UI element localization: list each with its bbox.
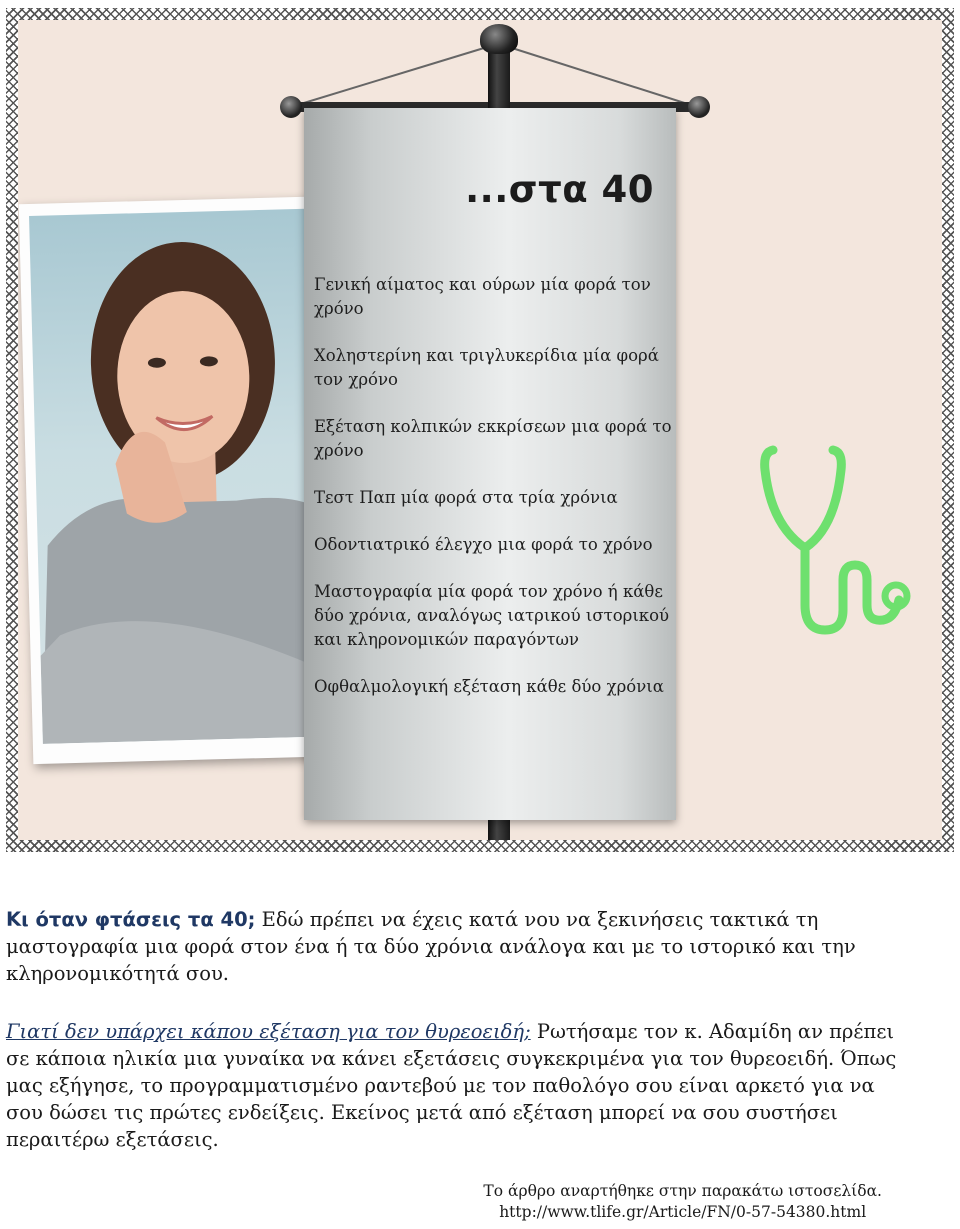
list-item: Χοληστερίνη και τριγλυκερίδια μία φορά τον χρόνο	[314, 346, 659, 389]
stethoscope-chestpiece-icon	[878, 578, 914, 614]
woman-illustration	[29, 208, 343, 744]
infographic-canvas	[18, 20, 942, 840]
paragraph-text: Εδώ πρέπει να έχεις κατά νου να ξεκινήσεις τακτικά τη μαστογραφία μια φορά στον ένα ή τα δύο χρόνια ανάλογα και με το ιστορικό και την κληρονομικότητά σου.	[6, 908, 856, 985]
infographic	[6, 8, 954, 852]
article-paragraph-1	[6, 906, 906, 987]
banner-title: ...στα 40	[465, 168, 654, 211]
list-item: Εξέταση κολπικών εκκρίσεων μια φορά το χρόνο	[314, 417, 672, 460]
list-item: Γενική αίματος και ούρων μία φορά τον χρόνο	[314, 275, 651, 318]
source-caption: Το άρθρο αναρτήθηκε στην παρακάτω ιστοσελίδα.	[483, 1182, 882, 1200]
lead-question: Κι όταν φτάσεις τα 40;	[6, 908, 256, 931]
rod-end-right	[688, 96, 710, 118]
list-item: Οδοντιατρικό έλεγχο μια φορά το χρόνο	[314, 535, 653, 554]
rod-end-left	[280, 96, 302, 118]
pole-cap	[480, 24, 518, 54]
paragraph-text: Ρωτήσαμε τον κ. Αδαμίδη αν πρέπει σε κάποια ηλικία μια γυναίκα να κάνει εξετάσεις συγκεκριμένα για τον θυρεοειδή. Όπως μας εξήγησε, το προγραμματισμένο ραντεβού με τον παθολόγο σου είναι αρκετό για να σου δώσει τις πρώτες ενδείξεις. Εκείνος μετά από εξέταση μπορεί να σου συστήσει περαιτέρω εξετάσεις.	[6, 1020, 897, 1151]
list-item: Μαστογραφία μία φορά τον χρόνο ή κάθε δύο χρόνια, αναλόγως ιατρικού ιστορικού και κληρονομικών παραγόντων	[314, 582, 670, 649]
article-paragraph-2	[6, 1018, 906, 1153]
list-item: Οφθαλμολογική εξέταση κάθε δύο χρόνια	[314, 677, 664, 696]
thyroid-question-link[interactable]: Γιατί δεν υπάρχει κάπου εξέταση για τον θυρεοειδή;	[6, 1020, 531, 1043]
checkup-banner	[304, 108, 676, 820]
source-note	[483, 1181, 882, 1223]
checkup-list	[314, 273, 676, 722]
list-item: Τεστ Παπ μία φορά στα τρία χρόνια	[314, 488, 618, 507]
source-url[interactable]: http://www.tlife.gr/Article/FN/0-57-54380.html	[499, 1203, 867, 1221]
woman-photo	[29, 208, 343, 744]
